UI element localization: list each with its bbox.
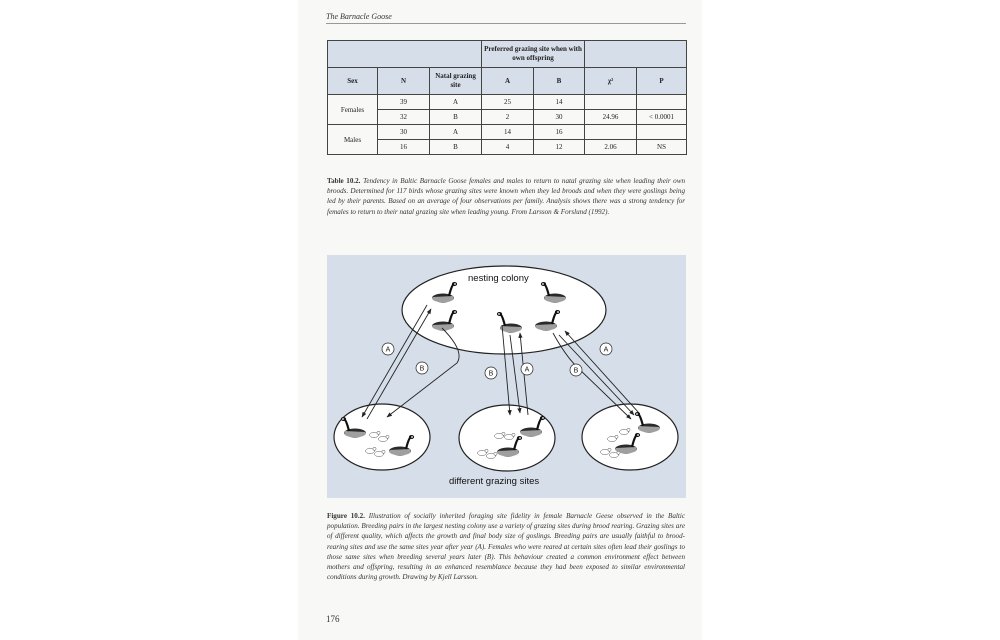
cell-n: 30: [378, 125, 430, 140]
grazing-site-right-ellipse: [582, 404, 678, 470]
cell-chi: 2.06: [585, 140, 637, 155]
col-header-n: N: [378, 68, 430, 95]
cell-b: 14: [534, 95, 585, 110]
table-row: [328, 140, 687, 155]
cell-p: [637, 95, 687, 110]
grazing-sites-label: different grazing sites: [449, 476, 540, 487]
cell-a: 2: [482, 110, 534, 125]
table-row: [328, 125, 687, 140]
figure-caption: [327, 511, 685, 582]
cell-natal: B: [430, 110, 482, 125]
running-head: The Barnacle Goose: [326, 12, 392, 21]
route-badge-a: A: [385, 346, 391, 354]
arrow-route-a: [559, 335, 634, 415]
table-caption: [327, 176, 685, 217]
cell-b: 12: [534, 140, 585, 155]
col-header-b: B: [534, 68, 585, 95]
col-header-natal: Natal grazing site: [430, 68, 482, 95]
cell-b: 30: [534, 110, 585, 125]
cell-a: 14: [482, 125, 534, 140]
nesting-colony-label: nesting colony: [468, 273, 529, 284]
header-rule: [326, 23, 686, 24]
col-header-a: A: [482, 68, 534, 95]
grazing-diagram: [327, 255, 686, 498]
figure-panel: [327, 255, 686, 498]
table-row: [328, 110, 687, 125]
book-page: [298, 0, 702, 640]
table-header-blank-right: [585, 41, 687, 68]
route-badge-b: B: [573, 367, 579, 375]
figure-caption-text: Illustration of socially inherited foraging site fidelity in female Barnacle Geese observed in the Baltic population. Breeding pairs in the largest nesting colony use a variety of grazing sites during brood rearing. Grazing sites are of different quality, which affects the growth and final body size of goslings. Breeding pairs are usually faithful to brood-rearing sites and use the same sites year after year (A). Females who were reared at certain sites often lead their goslings to those same sites when breeding several years later (B). This behaviour created a common environment effect between mothers and offspring, resulting in an enhanced resemblance because they had been exposed to similar environmental conditions during growth. Drawing by Kjell Larsson.: [327, 512, 685, 582]
cell-b: 16: [534, 125, 585, 140]
arrow-route-a: [362, 305, 427, 417]
figure-caption-label: Figure 10.2.: [327, 512, 365, 520]
table-header-blank: [328, 41, 482, 68]
page-number: 176: [326, 614, 340, 624]
col-header-chi: χ²: [585, 68, 637, 95]
sex-cell-males: Males: [328, 125, 378, 155]
cell-natal: A: [430, 125, 482, 140]
cell-p: < 0.0001: [637, 110, 687, 125]
route-badge-a: A: [603, 346, 609, 354]
cell-a: 4: [482, 140, 534, 155]
grazing-site-table: [327, 40, 687, 155]
cell-natal: B: [430, 140, 482, 155]
cell-p: [637, 125, 687, 140]
table-caption-label: Table 10.2.: [327, 177, 361, 185]
table-caption-text: Tendency in Baltic Barnacle Goose females and males to return to natal grazing site when leading their own broods. Determined for 117 birds whose grazing sites were known when they led broods and when they were goslings being led by their parents. Based on an average of four observations per family. Analysis shows there was a strong tendency for females to return to their natal grazing site when leading young. From Larsson & Forslund (1992).: [327, 177, 686, 216]
col-header-sex: Sex: [328, 68, 378, 95]
cell-chi: [585, 95, 637, 110]
cell-a: 25: [482, 95, 534, 110]
col-header-p: P: [637, 68, 687, 95]
cell-n: 32: [378, 110, 430, 125]
route-badge-b: B: [488, 370, 494, 378]
cell-p: NS: [637, 140, 687, 155]
route-badge-b: B: [419, 365, 425, 373]
sex-cell-females: Females: [328, 95, 378, 125]
route-badge-a: A: [524, 366, 530, 374]
cell-chi: [585, 125, 637, 140]
cell-n: 16: [378, 140, 430, 155]
cell-chi: 24.96: [585, 110, 637, 125]
cell-n: 39: [378, 95, 430, 110]
table-row: [328, 95, 687, 110]
table-header-group: Preferred grazing site when with own offspring: [482, 41, 585, 68]
cell-natal: A: [430, 95, 482, 110]
